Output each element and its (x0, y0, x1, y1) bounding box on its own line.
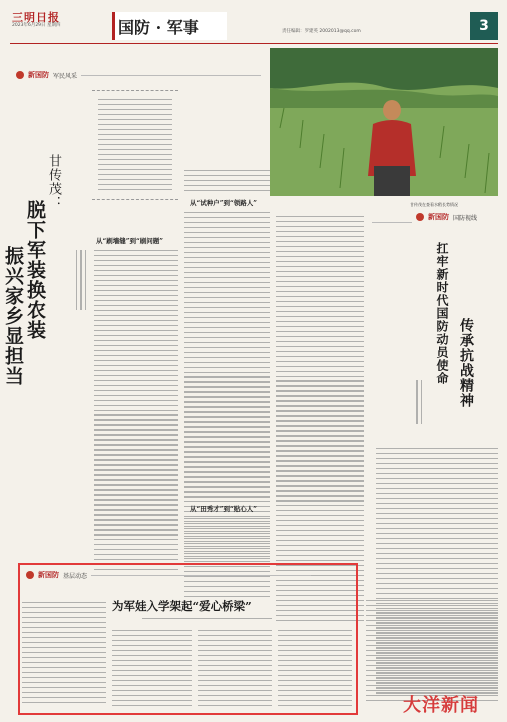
article1-title-line2: 振兴家乡显担当 (2, 246, 24, 386)
article3-col1 (22, 602, 106, 707)
watermark-logo (380, 690, 502, 718)
masthead-logo: 三明日报 (12, 11, 60, 24)
page-number-badge (470, 12, 498, 40)
brand-logo-icon (416, 213, 424, 221)
photo-caption: 甘传茂在查看水稻长势情况 (410, 202, 458, 207)
section-label: 军民风采 (53, 72, 78, 80)
article3-byline (142, 618, 272, 623)
article1-kicker: 甘传茂： (46, 154, 61, 210)
intro-quote-box (92, 90, 178, 200)
article2-byline (412, 380, 422, 424)
article2-title-line1: 传承抗战精神 (458, 318, 474, 408)
article3-col2 (112, 630, 192, 710)
page-title: 国防 · 军事 (118, 18, 199, 37)
divider (91, 575, 311, 576)
section-header-military (16, 70, 261, 80)
article3-col4 (278, 630, 352, 710)
article2-title-line2: 扛牢新时代国防动员使命 (435, 242, 449, 385)
farmer-photo (270, 48, 498, 196)
brand-name: 新国防 (28, 71, 49, 79)
rice-field-image (270, 48, 498, 196)
article1-title-line1: 脱下军装换农装 (24, 200, 46, 340)
right-rule (372, 222, 412, 223)
article3-col3 (198, 630, 272, 710)
watermark-text: 大洋新闻 (403, 695, 479, 716)
divider (81, 75, 261, 76)
article3-title: 为军娃入学架起“爱心桥梁” (112, 599, 252, 613)
article1-subhead3: 从“田秀才”到“贴心人” (190, 505, 257, 513)
byline (72, 250, 86, 310)
brand-logo-icon (26, 571, 34, 579)
section-header-grassroots (26, 570, 311, 580)
article1-column1 (94, 250, 178, 574)
page-number: 3 (479, 18, 489, 34)
article1-subhead2: 从“试种户”到“领路人” (190, 199, 257, 207)
article1-column2c (184, 518, 270, 563)
section-label: 基层动态 (63, 572, 88, 580)
date-line: 2023年6月29日 星期四 (12, 23, 61, 28)
brand-logo-icon (16, 71, 24, 79)
article2-body-continued (366, 600, 498, 705)
article1-column2 (184, 170, 270, 195)
editor-line: 责任编辑：罗建英 2002013@qq.com (282, 29, 361, 34)
article1-subhead1: 从“刷墙缝”到“刷问题” (96, 237, 163, 245)
brand-name: 新国防 (38, 571, 59, 579)
brand-name: 新国防 (428, 213, 449, 221)
section-label: 国防视线 (453, 214, 478, 222)
header-rule (10, 43, 498, 44)
section-header-vision (416, 212, 477, 222)
